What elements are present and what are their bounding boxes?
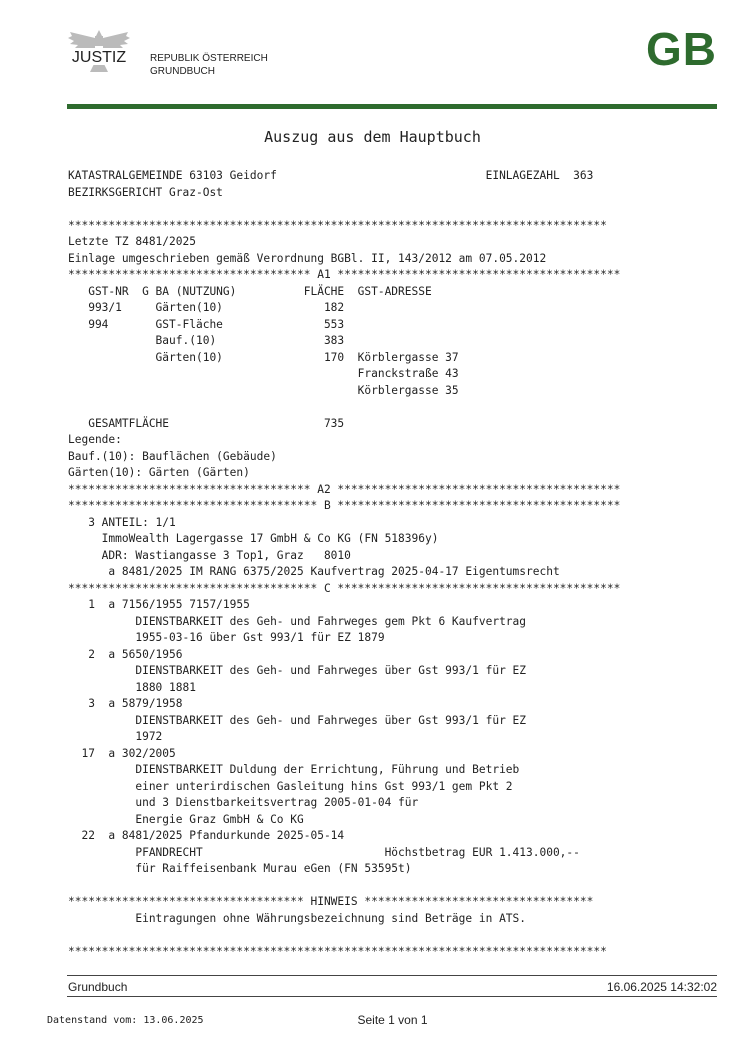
document-line: Einlage umgeschrieben gemäß Verordnung BGBl. II, 143/2012 am 07.05.2012 [68,251,547,265]
document-title: Auszug aus dem Hauptbuch [264,128,481,146]
logo-text: JUSTIZ [71,49,127,66]
footer-label: Grundbuch [68,980,128,994]
footer-timestamp: 16.06.2025 14:32:02 [606,980,717,994]
document-line: Gärten(10): Gärten (Gärten) [68,466,250,479]
page-number: Seite 1 von 1 [357,1013,428,1027]
justiz-logo-icon [66,28,132,74]
document-line: ************************************* B ****************************************** [68,499,621,512]
document-line: Legende: [68,433,122,446]
document-line: 22 a 8481/2025 Pfandurkunde 2025-05-14 [68,829,345,842]
document-body [68,168,620,960]
document-line: 2 a 5650/1956 [68,647,183,661]
footer-divider [67,975,717,976]
document-line: ************************************* C ****************************************** [68,581,621,595]
document-line: 1955-03-16 über Gst 993/1 für EZ 1879 [68,631,385,644]
document-line: Eintragungen ohne Währungsbezeichnung sind Beträge in ATS. [68,911,527,925]
document-line: 993/1 Gärten(10) 182 [68,301,345,314]
document-line: einer unterirdischen Gasleitung hins Gst 993/1 gem Pkt 2 [68,779,513,793]
document-line: 994 GST-Fläche 553 [68,317,345,331]
document-line [68,201,620,218]
document-line: und 3 Dienstbarkeitsvertrag 2005-01-04 für [68,796,419,809]
document-line: Gärten(10) 170 Körblergasse 37 [68,350,459,364]
datenstand: Datenstand vom: 13.06.2025 [47,1015,204,1026]
document-line: PFANDRECHT Höchstbetrag EUR 1.413.000,-- [68,845,580,859]
organization-name [150,52,268,78]
document-line: Bauf.(10) 383 [68,334,345,347]
document-line: 1880 1881 [68,680,196,694]
header-divider [67,104,717,109]
document-line: 1972 [68,730,163,743]
document-line: KATASTRALGEMEINDE 63103 Geidorf EINLAGEZAHL 363 [68,169,594,182]
document-line: 3 ANTEIL: 1/1 [68,515,176,529]
document-line: Körblergasse 35 [68,383,459,397]
org-line-1: REPUBLIK ÖSTERREICH [150,53,268,64]
document-line: BEZIRKSGERICHT Graz-Ost [68,185,223,199]
document-line: *********************************** HINWEIS ********************************** [68,895,594,908]
document-line: Energie Graz GmbH & Co KG [68,812,304,826]
document-line: 1 a 7156/1955 7157/1955 [68,598,250,611]
document-line [68,878,620,895]
document-line: 17 a 302/2005 [68,746,176,760]
document-line: Franckstraße 43 [68,367,459,380]
gb-badge: GB [646,23,717,75]
document-line: ImmoWealth Lagergasse 17 GmbH & Co KG (FN 518396y) [68,532,439,545]
document-line [68,399,620,416]
document-line: GST-NR G BA (NUTZUNG) FLÄCHE GST-ADRESSE [68,284,432,298]
document-line: ******************************************************************************** [68,218,607,232]
document-line: ******************************************************************************** [68,944,607,958]
document-line: Letzte TZ 8481/2025 [68,235,196,248]
org-line-2: GRUNDBUCH [150,66,215,77]
document-line [68,927,620,944]
document-line: für Raiffeisenbank Murau eGen (FN 53595t) [68,862,412,875]
document-line: DIENSTBARKEIT des Geh- und Fahrweges gem Pkt 6 Kaufvertrag [68,614,527,628]
document-line: DIENSTBARKEIT Duldung der Errichtung, Führung und Betrieb [68,763,520,776]
document-line: ADR: Wastiangasse 3 Top1, Graz 8010 [68,548,351,562]
document-line: 3 a 5879/1958 [68,697,183,710]
document-line: Bauf.(10): Bauflächen (Gebäude) [68,449,277,463]
footer-divider-bottom [67,996,717,997]
document-line: GESAMTFLÄCHE 735 [68,416,345,430]
document-line: ************************************ A2 ****************************************** [68,482,621,496]
document-line: DIENSTBARKEIT des Geh- und Fahrweges über Gst 993/1 für EZ [68,713,527,727]
document-line: ************************************ A1 ****************************************** [68,268,621,281]
document-line: DIENSTBARKEIT des Geh- und Fahrweges über Gst 993/1 für EZ [68,664,527,677]
document-line: a 8481/2025 IM RANG 6375/2025 Kaufvertrag 2025-04-17 Eigentumsrecht [68,565,560,578]
